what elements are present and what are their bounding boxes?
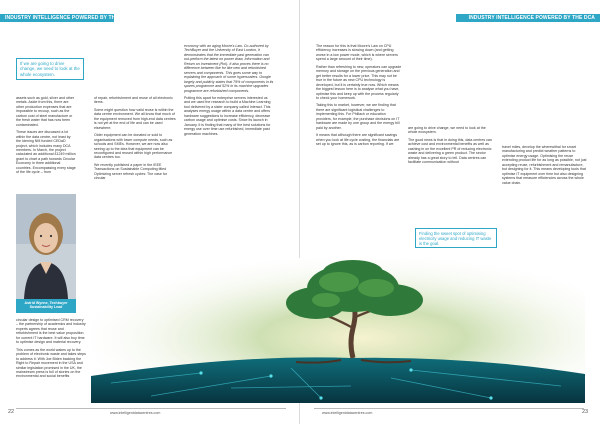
paragraph: This comes as the world wakes up to the problem of electronic waste and takes steps to address it. With Joe Biden backing the Right to Repair movement in the USA and similar legislation promised in the UK, the mainstream press is full of stories on the environmental and social benefits (16, 347, 86, 379)
tree-on-circuit-image (91, 258, 585, 403)
article-column-2 (94, 96, 178, 256)
paragraph: Putting this apart for enterprise servers interested us and we used the research to build a Machine Learning tool delivered by a sister company called Interact. This analyses energy usage within a data centre and offers hardware suggestions to increase efficiency, decrease carbon usage and optimise costs. Since its launch in January, it is finding that many of the best solutions for energy use over time use refurbished, immediate past generation machines. (184, 95, 271, 136)
pull-quote-left: If we are going to drive change, we need to look at the whole ecosystem. (16, 58, 84, 80)
paragraph: travel miles, develop the wherewithal for smart manufacturing and predict weather patterns to optimise energy usage. Optimising the reuse extending product life for as long as possible, not just accepting reuse, refurbishment and remanufacture, but designing for it. This means developing tools that optimise IT equipment over time but also designing systems that measure efficiencies across the whole value chain. (502, 145, 587, 185)
article-column-3 (184, 44, 274, 256)
footer-url-right: www.intelligentdatacentres.com (322, 411, 373, 415)
paragraph: Some might question how valid reuse is within the data centre environment. We all know that much of the equipment removed from high-end data centres is not yet at the end of life and can be used elsewhere. (94, 107, 176, 130)
paragraph: Older equipment can be donated or sold to organisations with lower compute needs, such as schools and SMEs. However, we are now also seeing up to the idea that equipment can be reconfigured and reused within high performance data centres too. (94, 133, 173, 160)
article-column-1 (16, 96, 76, 192)
section-banner-left: INDUSTRY INTELLIGENCE POWERED BY THE DCA (0, 14, 114, 22)
footer-rule (16, 408, 286, 409)
person-name: Astrid Wynne, Techbuyer (24, 300, 68, 305)
page-number-right: 23 (582, 409, 589, 415)
paragraph: circular design to optimised CRM recovery – the partnership of academics and industry experts agrees that reuse and refurbishment is the best value proposition for current IT hardware. It will also buy time to optimise design and material recovery. (16, 318, 86, 345)
paragraph: Rather than refreshing to new, operators can upgrade memory and storage on the previous generation and get better results for a lower price. This may not be true in the future as new CPU technology is developed, but it is certainly true now. Which means the biggest lesson here is to analyse what you have, optimise this and keep up with the process regularly to check your homework. (316, 64, 402, 100)
pull-quote-right: Finding the sweet spot of optimising electricity usage and reducing IT waste is the goal. (415, 228, 497, 248)
article-column-4 (316, 44, 402, 274)
footer-rule (314, 408, 584, 409)
paragraph: The reason for this is that Moore's Law on CPU efficiency increases is slowing down (and getting worse in a low power mode, which is where servers spend a large amount of their time). (316, 44, 398, 62)
person-role: Sustainability Lead (29, 304, 63, 309)
paragraph: economy with an aging Moore's Law. Co-authored by TechBuyer and the University of East London, it demonstrates that the immediate past generation can out-perform the latest on power draw, Information and Return on Investment (RoI). It also proves there is no difference between like for like new and refurbished servers and components. This goes some way to explaining the approach of some hyperscalers. Google largely and publicly states that 79% of components in its spares programme and 52% in its machine upgrades programme are refurbished components. (184, 44, 274, 93)
paragraph: assets such as gold, silver and other metals. Aside from this, there are other production expenses that are impossible to recoup, such as the carbon cost of steel manufacture or the fresh water that has now been contaminated. (16, 96, 75, 127)
page-number-left: 22 (8, 409, 15, 415)
photo-caption (16, 299, 76, 313)
paragraph: of repair, refurbishment and reuse of all electronic items. (94, 96, 173, 105)
article-column-6 (502, 145, 588, 233)
article-column-bottom (16, 318, 86, 406)
paragraph: These issues are discussed a lot within the data centre, not least by the Idening NM funded CEDaD project, which includes many DCA members. In March, the project calculated an additional £1249 million grant to chart a path towards Circular Economy in three additional countries. Encompassing every stage of the life cycle – from (16, 130, 76, 175)
paragraph: are going to drive change, we need to look at the whole ecosystem. (408, 126, 486, 135)
author-photo (16, 194, 76, 299)
paragraph: It means that although there are significant savings when you look at life cycle costing, the financials are set up to ignore this, as is carbon reporting. If we (316, 133, 400, 147)
footer-url-left: www.intelligentdatacentres.com (110, 411, 161, 415)
paragraph: We recently published a paper in the IEEE Transactions on Sustainable Computing titled Optimizing server refresh cycles: The case for circular (94, 162, 168, 181)
paragraph: Taking this to market, however, we are finding that there are significant logistical challenges to implementing this. For Phillach or education providers, for example, the purchase decisions on IT hardware are made by one group and the energy bill paid by another. (316, 103, 400, 130)
section-banner-right: INDUSTRY INTELLIGENCE POWERED BY THE DCA (456, 14, 600, 22)
paragraph: The good news is that in doing this, data centres can achieve cost and environmental benefits as well as cashing in on the excellent PR of reducing electronic waste and delivering a green product. The sector already has a great story to tell. Data centres can facilitate communication without (408, 137, 492, 165)
